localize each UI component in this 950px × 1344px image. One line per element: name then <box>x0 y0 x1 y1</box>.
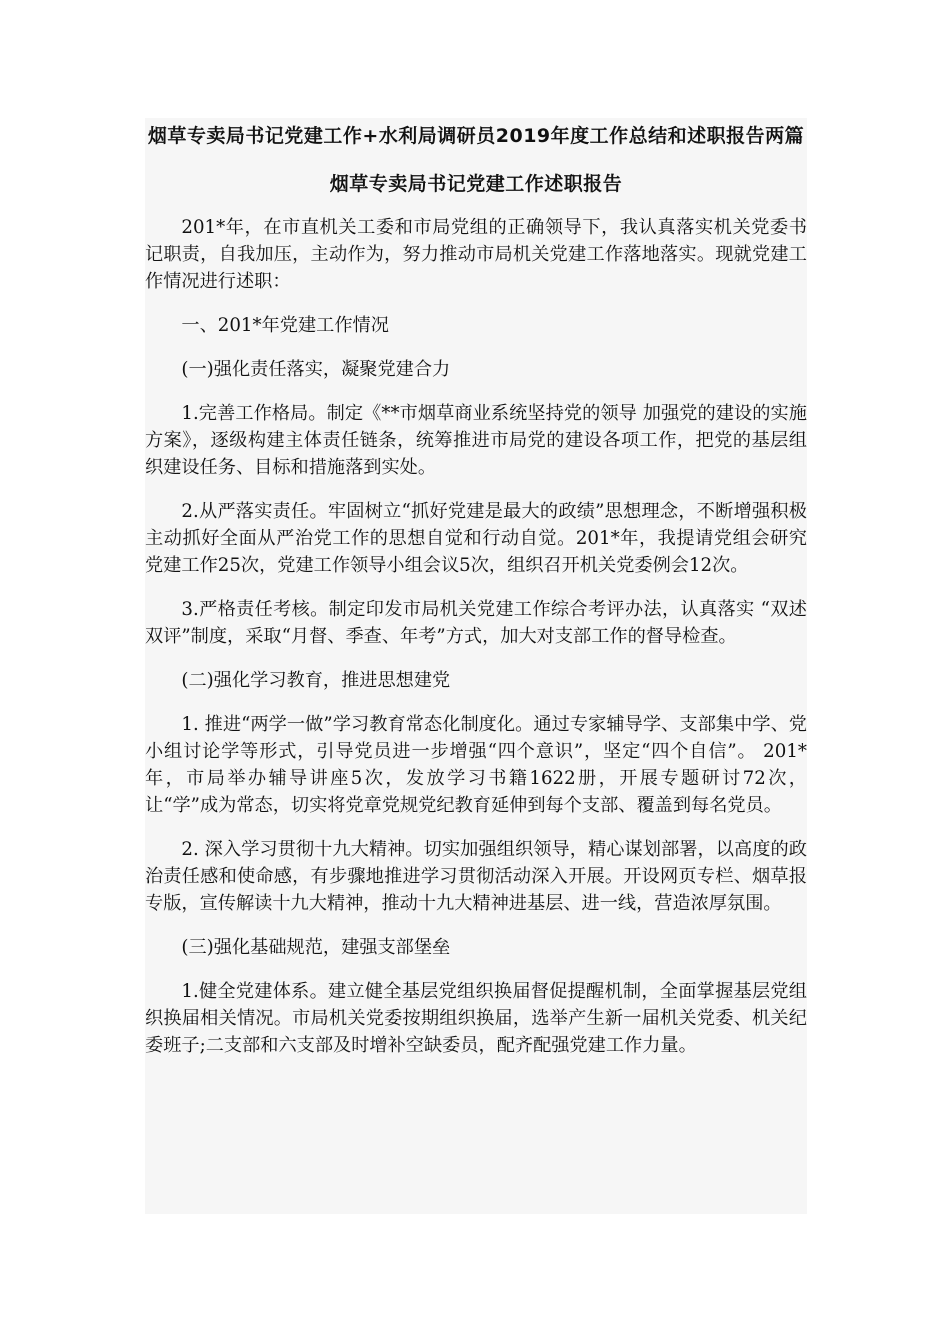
subsection-heading: (一)强化责任落实，凝聚党建合力 <box>181 359 451 380</box>
document-body <box>145 214 807 1059</box>
document-subtitle: 烟草专卖局书记党建工作述职报告 <box>329 173 623 195</box>
subsection-heading: (二)强化学习教育，推进思想建党 <box>181 670 451 691</box>
paragraph: 2. 深入学习贯彻十九大精神。切实加强组织领导，精心谋划部署，以高度的政治责任感和使命感，有步骤地推进学习贯彻活动深入开展。开设网页专栏、烟草报专版，宣传解读十九大精神，推动十九大精神进基层、进一线，营造浓厚氛围。 <box>145 839 807 914</box>
paragraph: 3.严格责任考核。制定印发市局机关党建工作综合考评办法，认真落实 “双述双评”制度，采取“月督、季查、年考”方式，加大对支部工作的督导检查。 <box>145 599 807 647</box>
paragraph: 2.从严落实责任。牢固树立“抓好党建是最大的政绩”思想理念，不断增强积极主动抓好全面从严治党工作的思想自觉和行动自觉。201*年，我提请党组会研究党建工作25次，党建工作领导小组会议5次，组织召开机关党委例会12次。 <box>145 501 807 576</box>
section-heading: 一、201*年党建工作情况 <box>181 315 389 336</box>
paragraph: 201*年，在市直机关工委和市局党组的正确领导下，我认真落实机关党委书记职责，自我加压，主动作为，努力推动市局机关党建工作落地落实。现就党建工作情况进行述职： <box>145 217 807 292</box>
document-page <box>145 118 807 1214</box>
paragraph: 1.健全党建体系。建立健全基层党组织换届督促提醒机制，全面掌握基层党组织换届相关情况。市局机关党委按期组织换届，选举产生新一届机关党委、机关纪委班子;二支部和六支部及时增补空缺委员，配齐配强党建工作力量。 <box>145 981 807 1056</box>
paragraph: 1.完善工作格局。制定《**市烟草商业系统坚持党的领导 加强党的建设的实施方案》，逐级构建主体责任链条，统筹推进市局党的建设各项工作，把党的基层组织建设任务、目标和措施落到实处。 <box>145 403 807 478</box>
document-title: 烟草专卖局书记党建工作+水利局调研员2019年度工作总结和述职报告两篇 <box>147 125 805 147</box>
subsection-heading: (三)强化基础规范，建强支部堡垒 <box>181 937 451 958</box>
paragraph: 1. 推进“两学一做”学习教育常态化制度化。通过专家辅导学、支部集中学、党小组讨论学等形式，引导党员进一步增强“四个意识”，坚定“四个自信”。 201*年，市局举办辅导讲座5次，发放学习书籍1622册，开展专题研讨72次，让“学”成为常态，切实将党章党规党纪教育延伸到每个支部、覆盖到每名党员。 <box>145 714 807 816</box>
